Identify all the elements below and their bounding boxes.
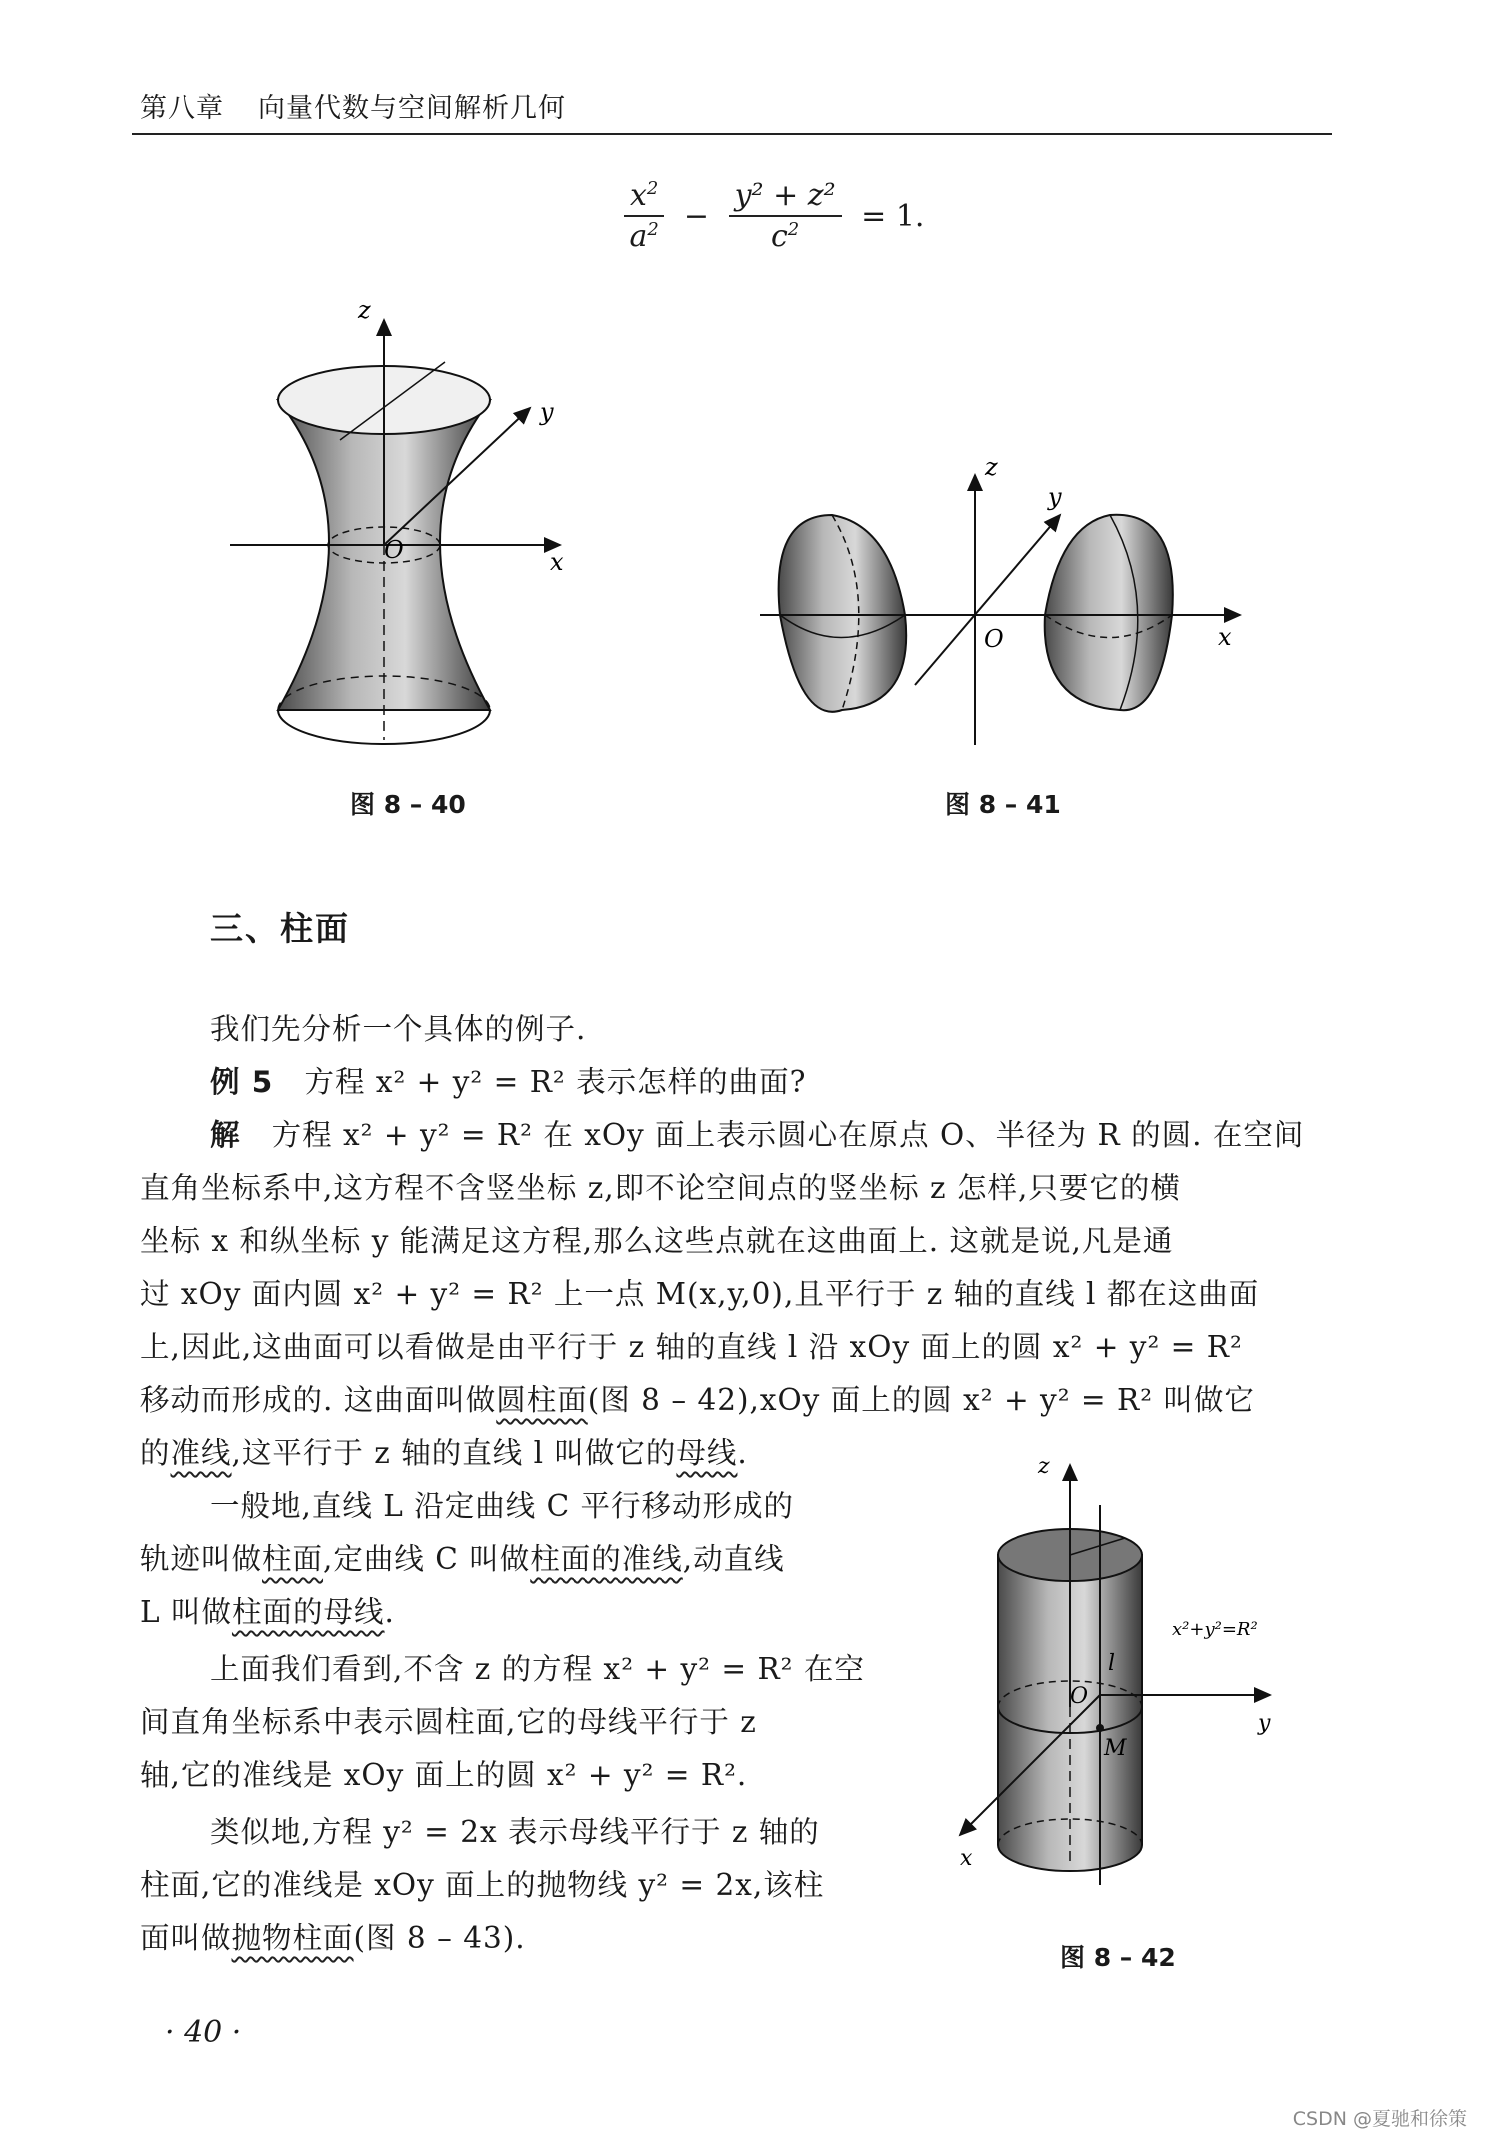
figure-8-41 [740, 455, 1260, 765]
example-label: 例 5 [210, 1065, 274, 1099]
page-number: · 40 · [165, 2015, 242, 2050]
solution-line-6: 移动而形成的. 这曲面叫做圆柱面(图 8 – 42),xOy 面上的圆 x² + y² = R² 叫做它 [140, 1383, 1255, 1417]
intro-text: 我们先分析一个具体的例子. [210, 1012, 587, 1046]
above-line-2: 间直角坐标系中表示圆柱面,它的母线平行于 z [140, 1705, 757, 1739]
header-rule [132, 133, 1332, 135]
point-m [1096, 1724, 1104, 1732]
x-axis-label: x [1218, 623, 1232, 651]
z-axis-label: z [985, 455, 998, 481]
solution-line-1: 方程 x² + y² = R² 在 xOy 面上表示圆心在原点 O、半径为 R 的圆. 在空间 [271, 1118, 1305, 1152]
figure-8-40 [220, 300, 600, 750]
y-axis [915, 515, 1060, 685]
origin-label: O [1070, 1684, 1089, 1709]
figure-8-42-caption: 图 8 – 42 [1060, 1943, 1176, 1972]
example-5 [210, 1056, 806, 1109]
general-line-2: 轨迹叫做柱面,定曲线 C 叫做柱面的准线,动直线 [140, 1542, 785, 1576]
solution-line-5: 上,因此,这曲面可以看做是由平行于 z 轴的直线 l 沿 xOy 面上的圆 x² + y² = R² [140, 1330, 1243, 1364]
term-directrix: 准线 [170, 1436, 232, 1470]
figure-8-41-caption: 图 8 – 41 [945, 790, 1061, 819]
fraction-yz-over-c: $\frac{\text{y² + z²}}{c^2}$ [729, 178, 842, 254]
watermark: CSDN @夏驰和徐策 [1292, 2108, 1467, 2130]
term-parabolic-cylinder: 抛物柱面 [231, 1921, 354, 1955]
general-line-1: 一般地,直线 L 沿定曲线 C 平行移动形成的 [210, 1489, 795, 1523]
point-m-label: M [1104, 1736, 1127, 1761]
above-line-1: 上面我们看到,不含 z 的方程 x² + y² = R² 在空 [210, 1652, 865, 1686]
section-title: 三、柱面 [210, 909, 350, 948]
chapter-number: 第八章 [140, 93, 224, 124]
chapter-title: 向量代数与空间解析几何 [258, 93, 566, 124]
term-cylindrical-surface: 柱面 [262, 1542, 324, 1576]
term-generatrix: 母线 [676, 1436, 738, 1470]
similar-line-3: 面叫做抛物柱面(图 8 – 43). [140, 1921, 526, 1955]
running-header [140, 86, 566, 125]
y-axis-label: y [1048, 483, 1062, 511]
solution-line-3: 坐标 x 和纵坐标 y 能满足这方程,那么这些点就在这曲面上. 这就是说,凡是通 [140, 1224, 1174, 1258]
term-surface-generatrix: 柱面的母线 [231, 1595, 385, 1629]
solution-line-7: 的准线,这平行于 z 轴的直线 l 叫做它的母线. [140, 1436, 748, 1470]
term-cylinder: 圆柱面 [496, 1383, 588, 1417]
right-sheet [1045, 515, 1173, 710]
solution-line-4: 过 xOy 面内圆 x² + y² = R² 上一点 M(x,y,0),且平行于 z 轴的直线 l 都在这曲面 [140, 1277, 1260, 1311]
left-column-text [140, 1480, 900, 1965]
circle-equation-label: x²+y²=R² [1172, 1619, 1258, 1640]
line-l-label: l [1108, 1651, 1116, 1676]
fraction-x-over-a: $\frac{x^2}{a^2}$ [624, 178, 664, 254]
solution-line-2: 直角坐标系中,这方程不含竖坐标 z,即不论空间点的竖坐标 z 怎样,只要它的横 [140, 1171, 1181, 1205]
figure-8-42 [950, 1445, 1290, 1895]
origin-label: O [384, 536, 404, 564]
origin-label: O [984, 625, 1004, 653]
y-axis-label: y [1258, 1711, 1271, 1736]
left-sheet [779, 515, 907, 712]
term-surface-directrix: 柱面的准线 [530, 1542, 683, 1576]
z-axis-label: z [1038, 1454, 1050, 1479]
solution-block [140, 1109, 1340, 1480]
x-axis-label: x [960, 1846, 973, 1871]
example-text: 方程 x² + y² = R² 表示怎样的曲面? [304, 1065, 807, 1099]
y-axis-label: y [540, 398, 554, 426]
above-line-3: 轴,它的准线是 xOy 面上的圆 x² + y² = R². [140, 1758, 748, 1792]
general-line-3: L 叫做柱面的母线. [140, 1595, 395, 1629]
x-axis-label: x [550, 548, 564, 576]
similar-line-2: 柱面,它的准线是 xOy 面上的抛物线 y² = 2x,该柱 [140, 1868, 825, 1902]
z-axis-label: z [358, 300, 371, 324]
figure-8-40-caption: 图 8 – 40 [350, 790, 466, 819]
hyperboloid-equation: $\frac{x^2}{a^2}$ − $\frac{\text{y² + z²}}{c^2}$ = 1. [620, 178, 930, 254]
solution-label: 解 [210, 1118, 241, 1152]
similar-line-1: 类似地,方程 y² = 2x 表示母线平行于 z 轴的 [210, 1815, 820, 1849]
